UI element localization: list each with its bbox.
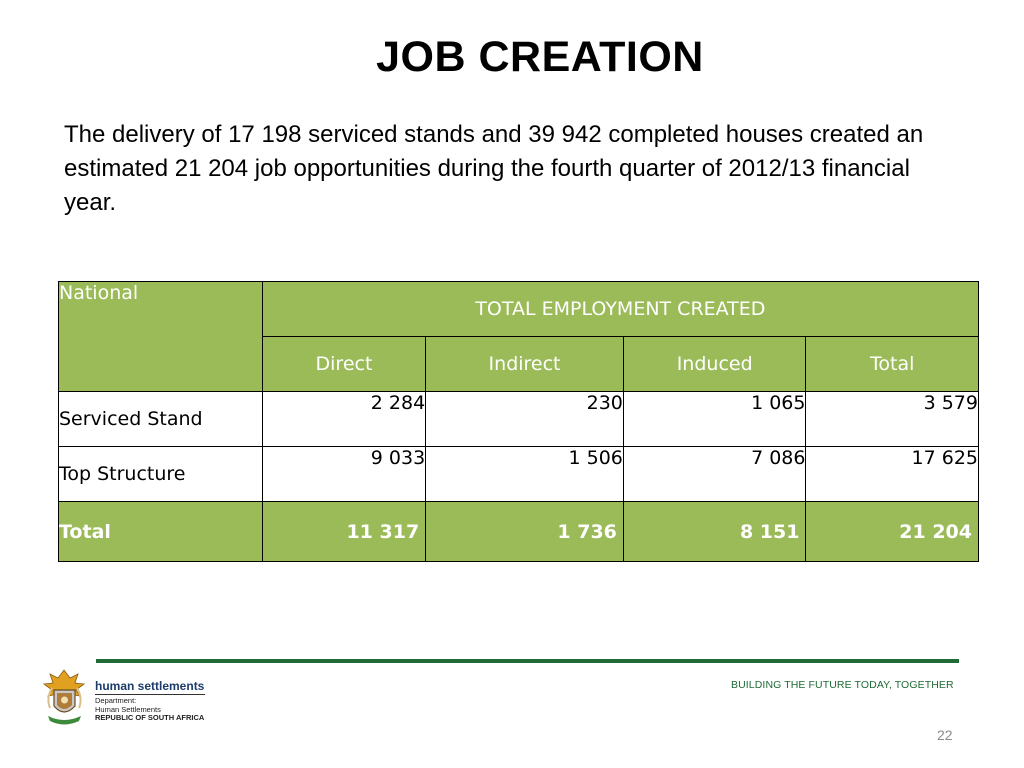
corner-header: National bbox=[59, 282, 263, 392]
column-header-direct: Direct bbox=[262, 337, 425, 392]
coat-of-arms-icon bbox=[42, 668, 87, 726]
total-row bbox=[59, 502, 979, 562]
cell-total: 3 579 bbox=[806, 392, 979, 447]
department-line: Department: bbox=[95, 696, 137, 705]
cell-direct: 2 284 bbox=[262, 392, 425, 447]
cell-induced: 8 151 bbox=[623, 502, 806, 562]
cell-direct: 11 317 bbox=[262, 502, 425, 562]
cell-total: 21 204 bbox=[806, 502, 979, 562]
row-label-serviced-stand: Serviced Stand bbox=[59, 392, 263, 447]
department-line: Human Settlements bbox=[95, 704, 161, 714]
slide-title: JOB CREATION bbox=[376, 33, 704, 81]
column-header-induced: Induced bbox=[623, 337, 806, 392]
cell-indirect: 1 736 bbox=[426, 502, 624, 562]
country-line: REPUBLIC OF SOUTH AFRICA bbox=[95, 713, 205, 722]
cell-indirect: 1 506 bbox=[426, 447, 624, 502]
cell-indirect: 230 bbox=[426, 392, 624, 447]
cell-induced: 7 086 bbox=[623, 447, 806, 502]
column-header-total: Total bbox=[806, 337, 979, 392]
cell-total: 17 625 bbox=[806, 447, 979, 502]
row-label-total: Total bbox=[59, 502, 263, 562]
table-row bbox=[59, 392, 979, 447]
job-creation-table bbox=[58, 281, 979, 562]
cell-induced: 1 065 bbox=[623, 392, 806, 447]
department-details bbox=[95, 697, 204, 723]
cell-direct: 9 033 bbox=[262, 447, 425, 502]
group-header: TOTAL EMPLOYMENT CREATED bbox=[262, 282, 978, 337]
column-header-indirect: Indirect bbox=[426, 337, 624, 392]
table-row bbox=[59, 447, 979, 502]
page-number: 22 bbox=[937, 727, 953, 743]
department-separator bbox=[95, 694, 205, 695]
footer-tagline: BUILDING THE FUTURE TODAY, TOGETHER bbox=[731, 679, 954, 691]
department-name: human settlements bbox=[95, 679, 205, 693]
intro-paragraph: The delivery of 17 198 serviced stands and 39 942 completed houses created an estimated 21 204 job opportunities during the fourth quarter of 2012/13 financial year. bbox=[64, 121, 924, 216]
row-label-top-structure: Top Structure bbox=[59, 447, 263, 502]
footer-divider bbox=[96, 659, 959, 663]
